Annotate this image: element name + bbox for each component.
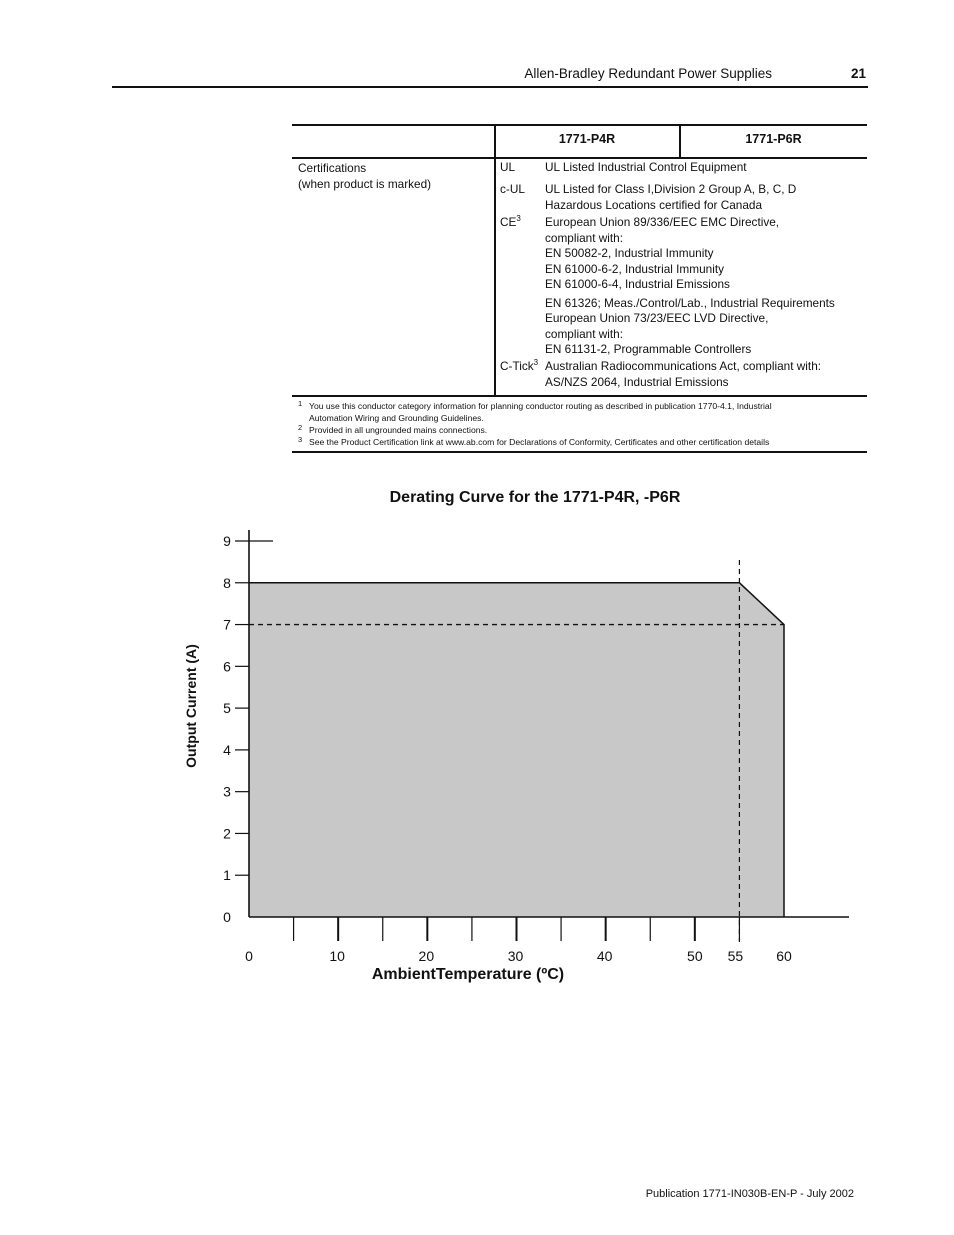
header-title: Allen-Bradley Redundant Power Supplies: [524, 66, 772, 81]
cert-line: UL Listed Industrial Control Equipment: [545, 160, 747, 174]
derating-area: [249, 583, 784, 917]
footnote-number: 2: [298, 423, 303, 432]
chart-title: Derating Curve for the 1771-P4R, -P6R: [389, 489, 681, 506]
cert-line: EN 50082-2, Industrial Immunity: [545, 246, 714, 260]
x-tick-label: 60: [776, 948, 792, 964]
cert-line: UL Listed for Class I,Division 2 Group A, B, C, D: [545, 182, 797, 196]
x-tick-label: 30: [507, 948, 524, 964]
cert-line: compliant with:: [545, 230, 624, 245]
y-axis-label: Output Current (A): [183, 644, 199, 768]
y-tick-label: 2: [223, 825, 231, 842]
cert-line: Hazardous Locations certified for Canada: [545, 197, 763, 212]
x-tick-label: 40: [596, 948, 613, 964]
y-tick-label: 9: [223, 533, 231, 549]
cert-line: European Union 73/23/EEC LVD Directive,: [545, 311, 769, 325]
footnote-line: Automation Wiring and Grounding Guidelines.: [309, 413, 484, 423]
row-label-line: Certifications: [298, 161, 367, 175]
y-tick-label: 3: [223, 783, 231, 800]
y-tick-label: 6: [223, 658, 231, 675]
cert-line: Australian Radiocommunications Act, compliant with:: [545, 359, 822, 373]
cert-line: AS/NZS 2064, Industrial Emissions: [545, 374, 729, 389]
column-header-p6r: 1771-P6R: [745, 132, 802, 146]
cert-line: compliant with:: [545, 326, 624, 341]
column-header-p4r: 1771-P4R: [558, 132, 616, 146]
cert-code-ctick: C-Tick$^3$: [500, 358, 539, 373]
x-tick-label: 20: [418, 948, 435, 964]
y-tick-label: 7: [223, 616, 231, 633]
x-tick-label: 0: [245, 948, 253, 964]
x-axis-label: AmbientTemperature (ºC): [371, 966, 565, 983]
y-tick-label: 4: [223, 741, 231, 758]
x-tick-label: 50: [687, 948, 703, 964]
publication-footer: Publication 1771-IN030B-EN-P - July 2002: [645, 1188, 854, 1200]
footnote-number: 3: [298, 435, 303, 444]
cert-code-cul: c-UL: [500, 182, 525, 196]
cert-line: EN 61000-6-4, Industrial Emissions: [545, 277, 730, 291]
page-number: 21: [850, 66, 866, 81]
row-label-line: (when product is marked): [298, 177, 432, 191]
footnote-line: Provided in all ungrounded mains connections.: [309, 425, 488, 435]
x-tick-label: 55: [727, 948, 744, 964]
footnote-number: 1: [298, 399, 303, 408]
cert-code-ul: UL: [500, 160, 516, 174]
y-tick-label: 1: [223, 867, 231, 884]
cert-code-ce: $CE^3$: [500, 214, 521, 229]
footnote-line: See the Product Certification link at www.ab.com for Declarations of Conformity, Certificates and other certification details: [309, 437, 770, 447]
y-tick-label: 5: [223, 700, 231, 717]
y-tick-label: 8: [223, 574, 231, 591]
footnote-line: You use this conductor category information for planning conductor routing as described in publication 1770-4.1, Industrial: [309, 401, 772, 411]
cert-line: European Union 89/336/EEC EMC Directive,: [545, 215, 780, 229]
cert-line: EN 61326; Meas./Control/Lab., Industrial Requirements: [545, 295, 835, 310]
cert-line: EN 61131-2, Programmable Controllers: [545, 342, 752, 356]
y-tick-label: 0: [223, 909, 231, 925]
cert-line: EN 61000-6-2, Industrial Immunity: [545, 261, 724, 276]
x-tick-label: 10: [329, 948, 345, 964]
